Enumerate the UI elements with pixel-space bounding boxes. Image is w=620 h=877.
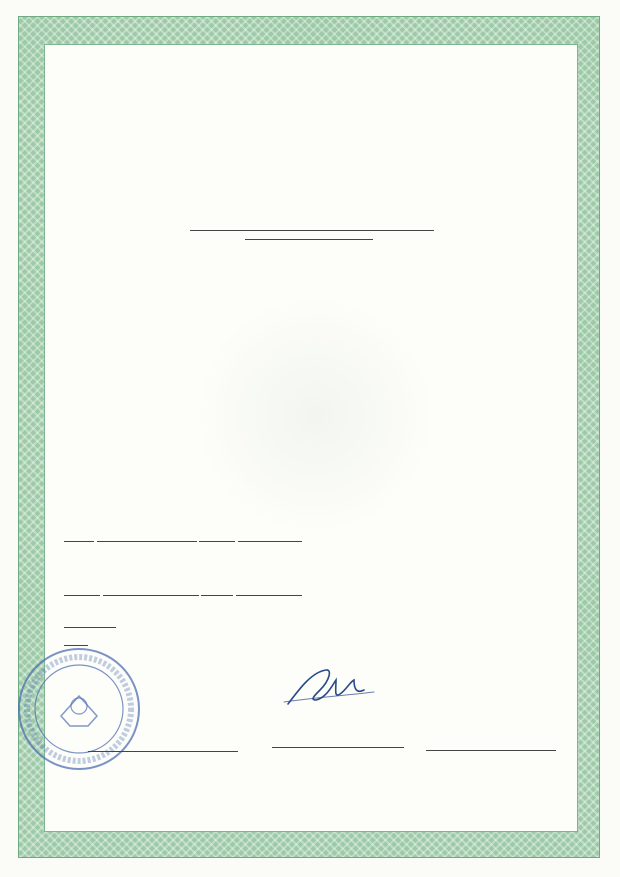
basis-year	[199, 541, 235, 542]
end-rule-long	[190, 230, 434, 231]
basis-day	[64, 541, 94, 542]
official-stamp-seal	[16, 646, 142, 772]
reissue-day-blank	[64, 584, 100, 596]
basis-month	[97, 541, 197, 542]
appendix-count	[64, 627, 116, 628]
basis-date-line	[64, 534, 302, 545]
name-rule	[426, 750, 556, 751]
position-rule	[88, 751, 238, 752]
handwritten-signature	[270, 658, 380, 718]
reissue-year-blank	[201, 584, 233, 596]
term-line	[64, 462, 67, 473]
reissue-month-blank	[103, 584, 199, 596]
background-emblem-watermark	[195, 295, 435, 535]
reissue-date-line	[64, 584, 302, 596]
reissue-number-blank	[236, 584, 302, 596]
basis-number	[238, 541, 302, 542]
signature-rule	[272, 747, 404, 748]
end-rule-short	[245, 239, 373, 240]
appendix-line	[64, 620, 116, 631]
